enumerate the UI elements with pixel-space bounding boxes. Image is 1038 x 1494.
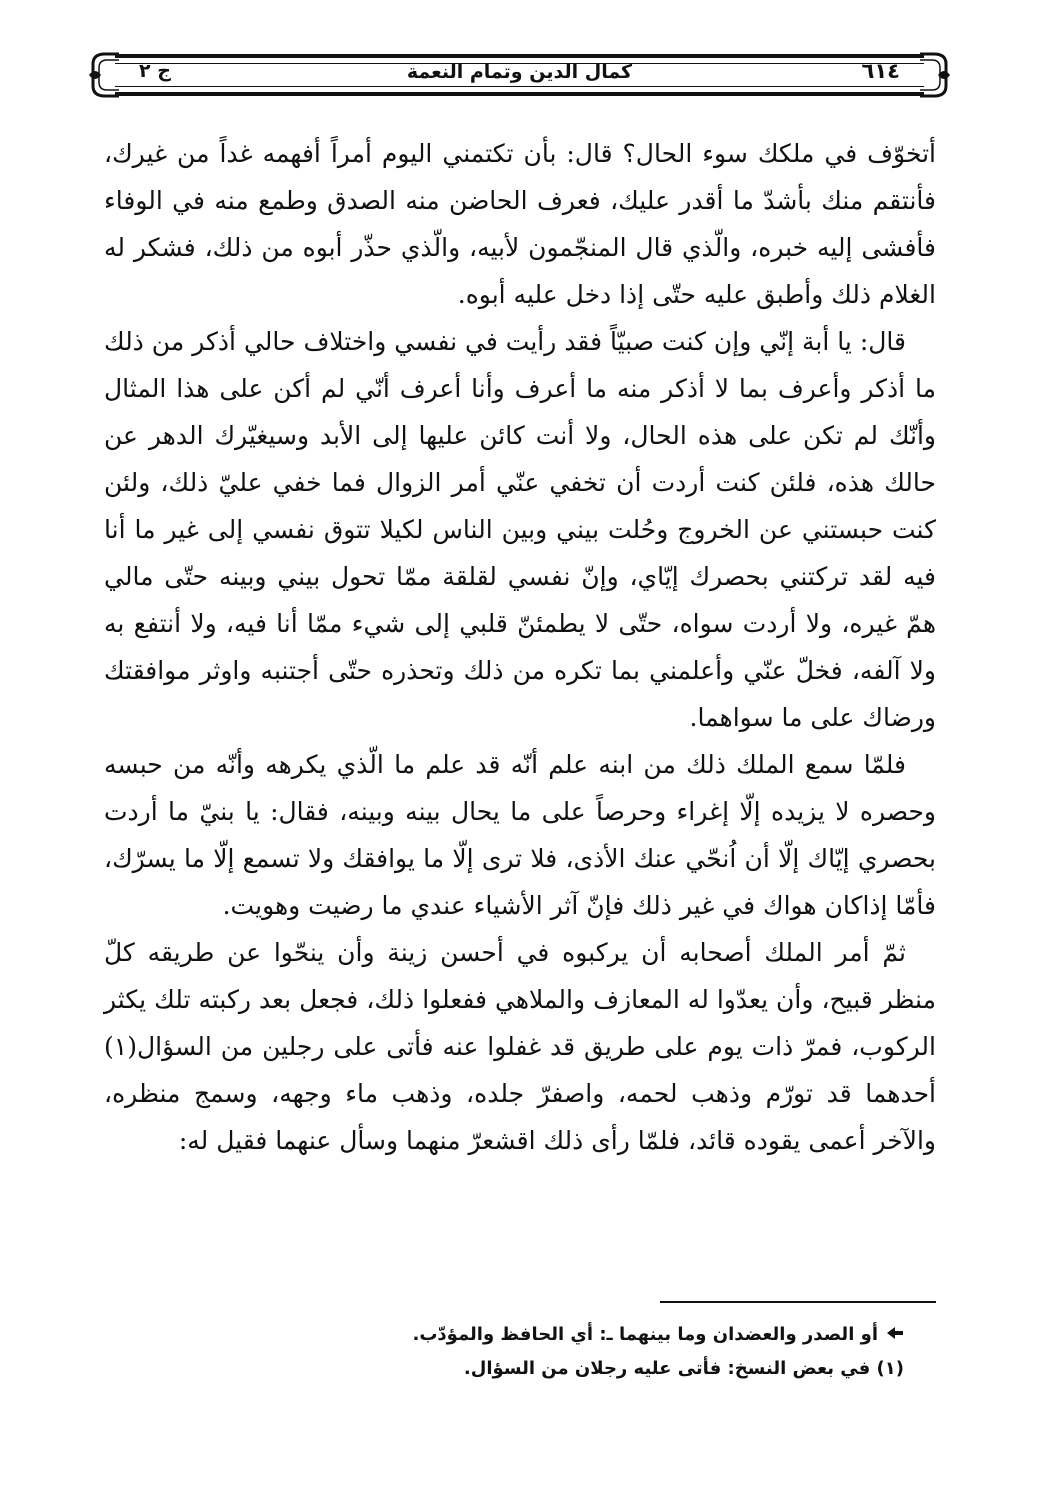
footnote-1: (١) في بعض النسخ: فأتى عليه رجلان من السؤال.	[463, 1358, 904, 1379]
footnote-divider	[660, 1301, 936, 1303]
paragraph: فلمّا سمع الملك ذلك من ابنه علم أنّه قد علم ما الّذي يكرهه وأنّه من حبسه وحصره لا يزيده إلّا إغراء وحرصاً على ما يحال بينه وبينه، فقال: يا بنيّ ما أردت بحصري إيّاك إلّا أن اُنحّي عنك الأذى، فلا ترى إلّا ما يوافقك ولا تسمع إلّا ما يسرّك، فأمّا إذاكان هواك في غير ذلك فإنّ آثر الأشياء عندي ما رضيت وهويت.	[104, 750, 936, 920]
page-number: ٦١٤	[861, 59, 900, 83]
paragraph: قال: يا أبة إنّي وإن كنت صبيّاً فقد رأيت في نفسي واختلاف حالي أذكر من ذلك ما أذكر وأعرف بما لا أذكر منه ما أعرف وأنا أعرف أنّي لم أكن على هذا المثال وأنّك لم تكن على هذه الحال، ولا أنت كائن عليها إلى الأبد وسيغيّرك الدهر عن حالك هذه، فلئن كنت أردت أن تخفي عنّي أمر الزوال فما خفي عليّ ذلك، ولئن كنت حبستني عن الخروج وحُلت بيني وبين الناس لكيلا تتوق نفسي إلى غير ما أنا فيه لقد تركتني بحصرك إيّاي، وإنّ نفسي لقلقة ممّا تحول بيني وبينه حتّى مالي همّ غيره، ولا أردت سواه، حتّى لا يطمئنّ قلبي إلى شيء ممّا أنا فيه، ولا أنتفع به ولا آلفه، فخلّ عنّي وأعلمني بما تكره من ذلك وتحذره حتّى أجتنبه واوثر موافقتك ورضاك على ما سواهما.	[104, 327, 936, 732]
paragraph: ثمّ أمر الملك أصحابه أن يركبوه في أحسن زينة وأن ينحّوا عن طريقه كلّ منظر قبيح، وأن يعدّوا له المعازف والملاهي ففعلوا ذلك، فجعل بعد ركبته تلك يكثر الركوب، فمرّ ذات يوم على طريق قد غفلوا عنه فأتى على رجلين من السؤال(١) أحدهما قد تورّم وذهب لحمه، واصفرّ جلده، وذهب ماء وجهه، وسمج منظره، والآخر أعمى يقوده قائد، فلمّا رأى ذلك اقشعرّ منهما وسأل عنهما فقيل له:	[104, 938, 936, 1155]
running-title: كمال الدين وتمام النعمة	[406, 61, 633, 83]
left-arrow-icon	[886, 1318, 904, 1352]
volume-label: ج ٢	[139, 60, 171, 82]
paragraph: أتخوّف في ملكك سوء الحال؟ قال: بأن تكتمني اليوم أمراً أفهمه غداً من غيرك، فأنتقم منك بأشدّ ما أقدر عليك، فعرف الحاضن منه الصدق وطمع منه في الوفاء فأفشى إليه خبره، والّذي قال المنجّمون لأبيه، والّذي حذّر أبوه من ذلك، فشكر له الغلام ذلك وأطبق عليه حتّى إذا دخل عليه أبوه.	[104, 139, 936, 309]
footnote-text: أو الصدر والعضدان وما بينهما ـ: أي الحافظ والمؤدّب.	[412, 1324, 878, 1345]
footnotes	[104, 1318, 904, 1386]
page-header	[87, 48, 952, 102]
footnote-arrow-note	[104, 1318, 904, 1352]
main-text	[104, 130, 936, 1164]
